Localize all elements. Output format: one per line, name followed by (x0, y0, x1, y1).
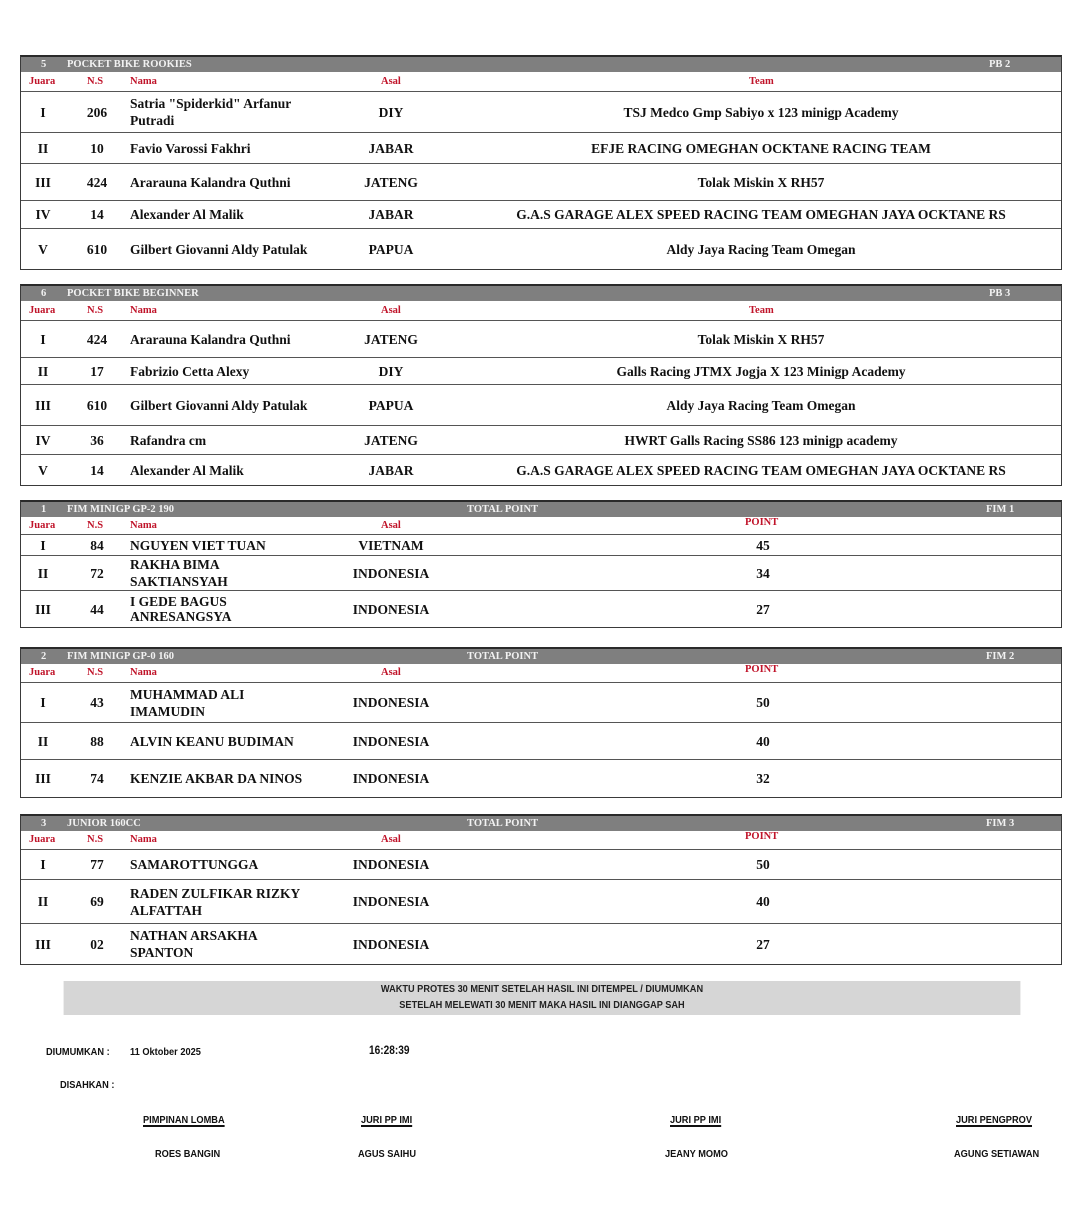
table-row (21, 455, 1061, 485)
origin: PAPUA (368, 241, 414, 257)
team: TSJ Medco Gmp Sabiyo x 123 minigp Academy (623, 104, 899, 120)
rank: III (35, 771, 51, 786)
table-row (21, 591, 1061, 627)
team: Galls Racing JTMX Jogja X 123 Minigp Academy (616, 363, 906, 379)
point: 27 (756, 601, 770, 617)
origin: DIY (378, 363, 404, 379)
start-number: 610 (86, 241, 108, 257)
rank: I (40, 857, 46, 872)
table-row (21, 92, 1061, 133)
rider-name: NGUYEN VIET TUAN (130, 537, 266, 553)
rank: IV (35, 207, 51, 222)
results-table-junior-160cc (20, 814, 1062, 965)
section-header (21, 286, 1061, 301)
section-header (21, 816, 1061, 831)
section-header (21, 57, 1061, 72)
table-row (21, 201, 1061, 229)
results-table-fim-minigp-gp2-190 (20, 500, 1062, 628)
origin: INDONESIA (352, 857, 430, 872)
origin: VIETNAM (358, 537, 424, 553)
start-number: 44 (90, 601, 104, 617)
point: 50 (756, 695, 770, 710)
origin: INDONESIA (352, 936, 430, 952)
column-headers (21, 301, 1061, 321)
point: 34 (756, 565, 770, 581)
start-number: 72 (90, 565, 104, 581)
column-headers (21, 517, 1061, 535)
start-number: 14 (90, 462, 104, 478)
class-code: FIM 3 (986, 818, 1015, 829)
class-title: FIM MINIGP GP-0 160 (67, 651, 175, 662)
total-point-label: TOTAL POINT (467, 818, 539, 829)
start-number: 02 (90, 936, 104, 952)
rank: II (37, 363, 49, 379)
table-row (21, 880, 1061, 924)
section-header (21, 502, 1061, 517)
rider-name: Fabrizio Cetta Alexy (130, 363, 250, 379)
col-juara: Juara (29, 76, 56, 87)
col-point: POINT (745, 517, 779, 528)
point: 45 (756, 537, 770, 553)
table-row (21, 321, 1061, 358)
table-row (21, 760, 1061, 797)
table-row (21, 924, 1061, 964)
origin: INDONESIA (352, 601, 430, 617)
rank: III (35, 397, 51, 413)
rank: I (40, 331, 46, 347)
signatory-role: JURI PP IMI (361, 1114, 413, 1126)
signatory-name: AGUNG SETIAWAN (954, 1148, 1040, 1160)
team: Tolak Miskin X RH57 (697, 174, 825, 190)
team: Aldy Jaya Racing Team Omegan (666, 241, 856, 257)
origin: JABAR (368, 207, 414, 222)
point: 40 (756, 733, 770, 749)
origin: JATENG (364, 432, 418, 448)
col-nama: Nama (130, 305, 157, 316)
rider-name: RAKHA BIMA SAKTIANSYAH (130, 557, 228, 589)
class-number: 3 (41, 818, 47, 829)
col-juara: Juara (29, 834, 56, 845)
start-number: 610 (86, 397, 108, 413)
rider-name: Gilbert Giovanni Aldy Patulak (130, 397, 308, 413)
start-number: 74 (90, 771, 104, 786)
notice-line-2: SETELAH MELEWATI 30 MENIT MAKA HASIL INI DIANGGAP SAH (399, 1000, 685, 1011)
class-title: POCKET BIKE BEGINNER (67, 288, 199, 299)
table-row (21, 535, 1061, 556)
class-code: FIM 1 (986, 504, 1015, 515)
col-ns: N.S (87, 76, 104, 87)
col-ns: N.S (87, 305, 104, 316)
col-asal: Asal (381, 76, 401, 87)
signatory-name: ROES BANGIN (155, 1148, 221, 1160)
start-number: 88 (90, 733, 104, 749)
table-row (21, 556, 1061, 591)
col-nama: Nama (130, 76, 157, 87)
rider-name: NATHAN ARSAKHA SPANTON (130, 928, 257, 960)
origin: INDONESIA (352, 771, 430, 786)
origin: INDONESIA (352, 695, 430, 710)
rider-name: ALVIN KEANU BUDIMAN (130, 733, 294, 749)
column-headers (21, 72, 1061, 92)
table-row (21, 850, 1061, 880)
start-number: 36 (90, 432, 104, 448)
start-number: 77 (90, 857, 104, 872)
rider-name: MUHAMMAD ALI IMAMUDIN (130, 686, 245, 719)
col-asal: Asal (381, 305, 401, 316)
origin: PAPUA (368, 397, 414, 413)
start-number: 206 (86, 104, 108, 120)
table-row (21, 229, 1061, 269)
col-point: POINT (745, 831, 779, 842)
class-code: FIM 2 (986, 651, 1015, 662)
start-number: 43 (90, 695, 104, 710)
start-number: 424 (86, 174, 108, 190)
rank: II (37, 565, 49, 581)
col-ns: N.S (87, 667, 104, 678)
col-ns: N.S (87, 834, 104, 845)
origin: INDONESIA (352, 565, 430, 581)
rank: II (37, 140, 49, 156)
table-row (21, 723, 1061, 760)
col-team: Team (749, 76, 774, 87)
table-row (21, 133, 1061, 164)
team: HWRT Galls Racing SS86 123 minigp academy (624, 432, 898, 448)
origin: DIY (378, 104, 404, 120)
rider-name: Rafandra cm (130, 432, 207, 448)
rank: I (40, 537, 46, 553)
rank: III (35, 174, 51, 190)
rider-name: I GEDE BAGUS ANRESANGSYA (130, 594, 232, 624)
col-asal: Asal (381, 520, 401, 531)
start-number: 69 (90, 894, 104, 909)
rider-name: Alexander Al Malik (130, 207, 244, 222)
rider-name: Ararauna Kalandra Quthni (130, 174, 291, 190)
origin: INDONESIA (352, 733, 430, 749)
class-number: 1 (41, 504, 47, 515)
table-row (21, 385, 1061, 426)
origin: JATENG (364, 331, 418, 347)
start-number: 14 (90, 207, 104, 222)
announced-label: DIUMUMKAN : (46, 1046, 110, 1058)
signatory-name: JEANY MOMO (665, 1148, 728, 1160)
results-table-pocket-bike-beginner (20, 284, 1062, 486)
notice-line-1: WAKTU PROTES 30 MENIT SETELAH HASIL INI DITEMPEL / DIUMUMKAN (380, 984, 704, 995)
signatory-name: AGUS SAIHU (358, 1148, 417, 1160)
start-number: 424 (86, 331, 108, 347)
team: Aldy Jaya Racing Team Omegan (666, 397, 856, 413)
col-juara: Juara (29, 520, 56, 531)
team: G.A.S GARAGE ALEX SPEED RACING TEAM OMEGHAN JAYA OCKTANE RS (516, 207, 1006, 222)
col-asal: Asal (381, 834, 401, 845)
results-table-pocket-bike-rookies (20, 55, 1062, 270)
class-number: 2 (41, 651, 47, 662)
rider-name: Favio Varossi Fakhri (130, 140, 251, 156)
class-title: JUNIOR 160CC (67, 818, 141, 829)
announced-date: 11 Oktober 2025 (130, 1046, 201, 1058)
col-nama: Nama (130, 667, 157, 678)
team: Tolak Miskin X RH57 (697, 331, 825, 347)
rider-name: SAMAROTTUNGGA (130, 857, 259, 872)
rank: I (40, 104, 46, 120)
table-row (21, 358, 1061, 385)
point: 27 (756, 936, 770, 952)
total-point-label: TOTAL POINT (467, 504, 539, 515)
class-title: FIM MINIGP GP-2 190 (67, 504, 175, 515)
start-number: 17 (90, 363, 104, 379)
col-point: POINT (745, 664, 779, 675)
origin: JABAR (368, 140, 414, 156)
column-headers (21, 664, 1061, 683)
column-headers (21, 831, 1061, 850)
announced-time: 16:28:39 (369, 1045, 410, 1057)
team: G.A.S GARAGE ALEX SPEED RACING TEAM OMEGHAN JAYA OCKTANE RS (516, 462, 1006, 478)
col-asal: Asal (381, 667, 401, 678)
rider-name: Gilbert Giovanni Aldy Patulak (130, 241, 308, 257)
table-row (21, 164, 1061, 201)
rank: IV (35, 432, 51, 448)
signatory-role: JURI PENGPROV (956, 1114, 1032, 1126)
origin: JATENG (364, 174, 418, 190)
team: EFJE RACING OMEGHAN OCKTANE RACING TEAM (591, 140, 931, 156)
rank: I (40, 695, 46, 710)
rank: V (38, 241, 48, 257)
protest-notice (64, 981, 1021, 1015)
col-team: Team (749, 305, 774, 316)
class-number: 5 (41, 59, 47, 70)
rank: II (37, 894, 49, 909)
rider-name: Alexander Al Malik (130, 462, 244, 478)
rider-name: KENZIE AKBAR DA NINOS (130, 771, 303, 786)
approved-label: DISAHKAN : (60, 1079, 115, 1091)
origin: JABAR (368, 462, 414, 478)
rank: V (38, 462, 48, 478)
col-juara: Juara (29, 305, 56, 316)
signatory-role: PIMPINAN LOMBA (143, 1114, 225, 1126)
rank: II (37, 733, 49, 749)
rank: III (35, 936, 51, 952)
rider-name: Ararauna Kalandra Quthni (130, 331, 291, 347)
col-ns: N.S (87, 520, 104, 531)
section-header (21, 649, 1061, 664)
class-number: 6 (41, 288, 47, 299)
rank: III (35, 601, 51, 617)
rider-name: RADEN ZULFIKAR RIZKY ALFATTAH (130, 885, 300, 918)
col-nama: Nama (130, 520, 157, 531)
total-point-label: TOTAL POINT (467, 651, 539, 662)
start-number: 10 (90, 140, 104, 156)
class-code: PB 2 (989, 59, 1011, 70)
col-juara: Juara (29, 667, 56, 678)
start-number: 84 (90, 537, 104, 553)
point: 50 (756, 857, 770, 872)
class-code: PB 3 (989, 288, 1011, 299)
col-nama: Nama (130, 834, 157, 845)
table-row (21, 683, 1061, 723)
results-table-fim-minigp-gp0-160 (20, 647, 1062, 798)
signatory-role: JURI PP IMI (670, 1114, 722, 1126)
point: 32 (756, 771, 770, 786)
table-row (21, 426, 1061, 455)
point: 40 (756, 894, 770, 909)
class-title: POCKET BIKE ROOKIES (67, 59, 192, 70)
rider-name: Satria "Spiderkid" Arfanur Putradi (130, 96, 292, 128)
origin: INDONESIA (352, 894, 430, 909)
